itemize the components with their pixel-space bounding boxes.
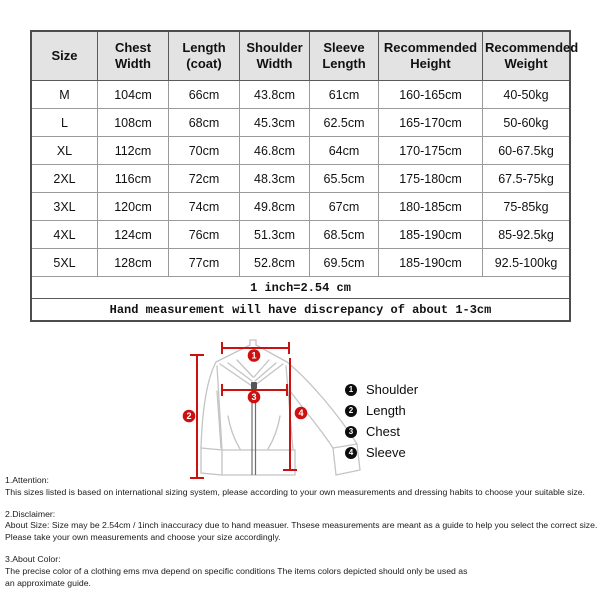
legend-item — [345, 442, 418, 463]
table-cell: 45.3cm — [240, 109, 310, 137]
legend-label: Sleeve — [366, 445, 406, 460]
table-row — [31, 137, 570, 165]
footnote-row — [31, 277, 570, 299]
table-cell: 64cm — [310, 137, 379, 165]
disclaimer-body-1: About Size: Size may be 2.54cm / 1inch inaccuracy due to hand measuer. Thsese measurements are meant as a guide to help you select the correct size. — [5, 520, 598, 531]
diagram-marker-number: 4 — [298, 408, 304, 419]
table-cell: 60-67.5kg — [483, 137, 571, 165]
table-cell: 128cm — [98, 249, 169, 277]
table-cell: 40-50kg — [483, 81, 571, 109]
table-cell: 120cm — [98, 193, 169, 221]
table-row — [31, 193, 570, 221]
table-cell: 5XL — [31, 249, 98, 277]
table-cell: 4XL — [31, 221, 98, 249]
table-cell: 51.3cm — [240, 221, 310, 249]
footnote-text: 1 inch=2.54 cm — [31, 277, 570, 299]
table-cell: 61cm — [310, 81, 379, 109]
table-row — [31, 221, 570, 249]
legend — [345, 379, 418, 463]
legend-item — [345, 421, 418, 442]
table-cell: 50-60kg — [483, 109, 571, 137]
legend-label: Shoulder — [366, 382, 419, 397]
table-cell: 104cm — [98, 81, 169, 109]
column-header: Sleeve Length — [310, 31, 379, 81]
legend-label: Length — [366, 403, 406, 418]
legend-number-badge: 2 — [345, 405, 357, 417]
table-cell: 65.5cm — [310, 165, 379, 193]
table-cell: 75-85kg — [483, 193, 571, 221]
table-cell: 46.8cm — [240, 137, 310, 165]
legend-number-badge: 1 — [345, 384, 357, 396]
footnote-text: Hand measurement will have discrepancy of about 1-3cm — [31, 299, 570, 322]
table-cell: 72cm — [169, 165, 240, 193]
table-cell: 185-190cm — [379, 221, 483, 249]
color-body-1: The precise color of a clothing ems mva depend on specific conditions The items colors depicted should only be used as — [5, 565, 468, 576]
table-cell: 70cm — [169, 137, 240, 165]
table-cell: L — [31, 109, 98, 137]
column-header: Length (coat) — [169, 31, 240, 81]
table-cell: 124cm — [98, 221, 169, 249]
diagram-marker-number: 2 — [186, 411, 192, 422]
table-cell: 92.5-100kg — [483, 249, 571, 277]
table-cell: 43.8cm — [240, 81, 310, 109]
table-row — [31, 249, 570, 277]
attention-body: This sizes listed is based on international sizing system, please according to your own measurements and dressing habits to choose your suitable size. — [5, 486, 585, 497]
color-body-2: an approximate guide. — [5, 577, 91, 588]
table-cell: 85-92.5kg — [483, 221, 571, 249]
table-row — [31, 165, 570, 193]
column-header: Shoulder Width — [240, 31, 310, 81]
column-header: Recommended Weight — [483, 31, 571, 81]
color-title: 3.About Color: — [5, 553, 61, 564]
column-header: Size — [31, 31, 98, 81]
table-cell: 74cm — [169, 193, 240, 221]
footnote-row — [31, 299, 570, 322]
table-cell: 49.8cm — [240, 193, 310, 221]
table-cell: 180-185cm — [379, 193, 483, 221]
column-header: Chest Width — [98, 31, 169, 81]
header-row — [31, 31, 570, 81]
table-cell: M — [31, 81, 98, 109]
table-cell: 68.5cm — [310, 221, 379, 249]
notes-section — [5, 475, 599, 589]
table-cell: 170-175cm — [379, 137, 483, 165]
table-cell: 68cm — [169, 109, 240, 137]
table-cell: 165-170cm — [379, 109, 483, 137]
table-cell: 108cm — [98, 109, 169, 137]
table-body — [31, 81, 570, 322]
table-cell: 69.5cm — [310, 249, 379, 277]
table-cell: 48.3cm — [240, 165, 310, 193]
table-cell: 67.5-75kg — [483, 165, 571, 193]
attention-title: 1.Attention: — [5, 475, 49, 485]
legend-label: Chest — [366, 424, 400, 439]
table-row — [31, 81, 570, 109]
table-cell: 67cm — [310, 193, 379, 221]
table-cell: 160-165cm — [379, 81, 483, 109]
jacket-outline-icon — [201, 340, 360, 475]
table-cell: 62.5cm — [310, 109, 379, 137]
table-cell: 3XL — [31, 193, 98, 221]
diagram-marker-number: 1 — [251, 350, 257, 361]
table-cell: 185-190cm — [379, 249, 483, 277]
table-row — [31, 109, 570, 137]
table-cell: 52.8cm — [240, 249, 310, 277]
disclaimer-title: 2.Disclaimer: — [5, 508, 56, 519]
table-cell: 77cm — [169, 249, 240, 277]
table-cell: 76cm — [169, 221, 240, 249]
table-cell: 66cm — [169, 81, 240, 109]
legend-number-badge: 3 — [345, 426, 357, 438]
disclaimer-body-2: Please take your own measurements and choose your size accordingly. — [5, 532, 281, 543]
diagram-marker-number: 3 — [251, 392, 257, 403]
table-cell: 116cm — [98, 165, 169, 193]
column-header: Recommended Height — [379, 31, 483, 81]
measurement-lines — [190, 342, 297, 478]
table-cell: 2XL — [31, 165, 98, 193]
legend-item — [345, 379, 418, 400]
size-chart-table — [30, 30, 579, 322]
legend-item — [345, 400, 418, 421]
table-cell: 175-180cm — [379, 165, 483, 193]
table-cell: 112cm — [98, 137, 169, 165]
legend-number-badge: 4 — [345, 447, 357, 459]
table-cell: XL — [31, 137, 98, 165]
